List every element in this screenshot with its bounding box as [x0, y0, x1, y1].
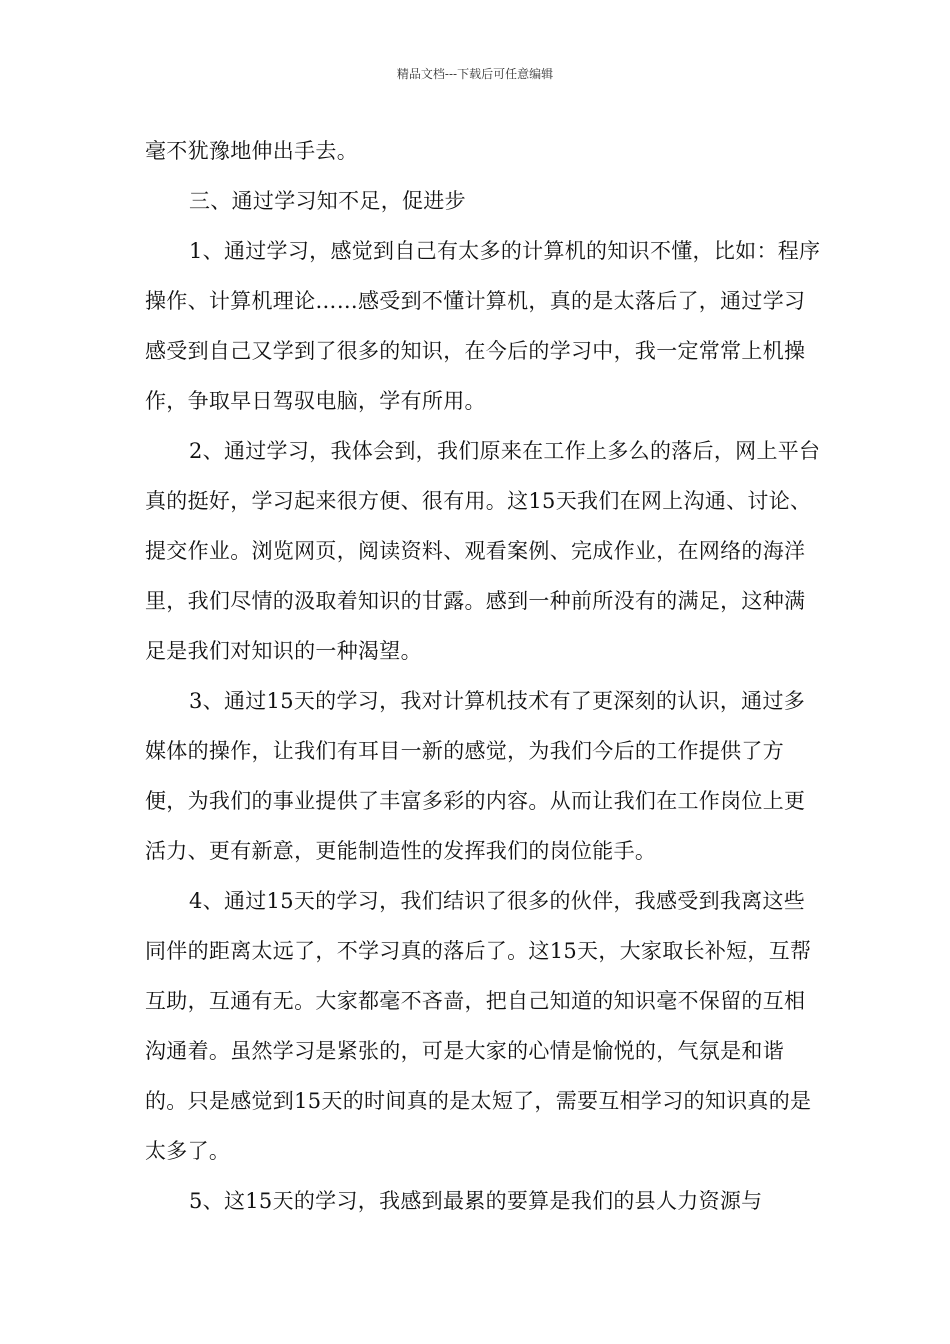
document-body: [145, 126, 825, 1226]
page-header: 精品文档---下载后可任意编辑: [396, 67, 554, 81]
paragraph-continuation: 毫不犹豫地伸出手去。: [145, 139, 358, 163]
paragraph-item-4: 4、通过15天的学习，我们结识了很多的伙伴，我感受到我离这些同伴的距离太远了，不学习真的落后了。这15天，大家取长补短，互帮互助，互通有无。大家都毫不吝啬，把自己知道的知识毫不保留的互相沟通着。虽然学习是紧张的，可是大家的心情是愉悦的，气氛是和谐的。只是感觉到15天的时间真的是太短了，需要互相学习的知识真的是太多了。: [145, 889, 812, 1163]
paragraph-item-5: 5、这15天的学习，我感到最累的要算是我们的县人力资源与: [189, 1189, 763, 1213]
paragraph-item-1: 1、通过学习，感觉到自己有太多的计算机的知识不懂，比如：程序操作、计算机理论……感受到不懂计算机，真的是太落后了，通过学习感受到自己又学到了很多的知识，在今后的学习中，我一定常常上机操作，争取早日驾驭电脑，学有所用。: [145, 239, 821, 413]
paragraph-item-3: 3、通过15天的学习，我对计算机技术有了更深刻的认识，通过多媒体的操作，让我们有耳目一新的感觉，为我们今后的工作提供了方便，为我们的事业提供了丰富多彩的内容。从而让我们在工作岗位上更活力、更有新意，更能制造性的发挥我们的岗位能手。: [145, 689, 806, 863]
section-heading: 三、通过学习知不足，促进步: [189, 189, 466, 213]
paragraph-item-2: 2、通过学习，我体会到，我们原来在工作上多么的落后，网上平台真的挺好，学习起来很方便、很有用。这15天我们在网上沟通、讨论、提交作业。浏览网页，阅读资料、观看案例、完成作业，在网络的海洋里，我们尽情的汲取着知识的甘露。感到一种前所没有的满足，这种满足是我们对知识的一种渴望。: [145, 439, 821, 663]
